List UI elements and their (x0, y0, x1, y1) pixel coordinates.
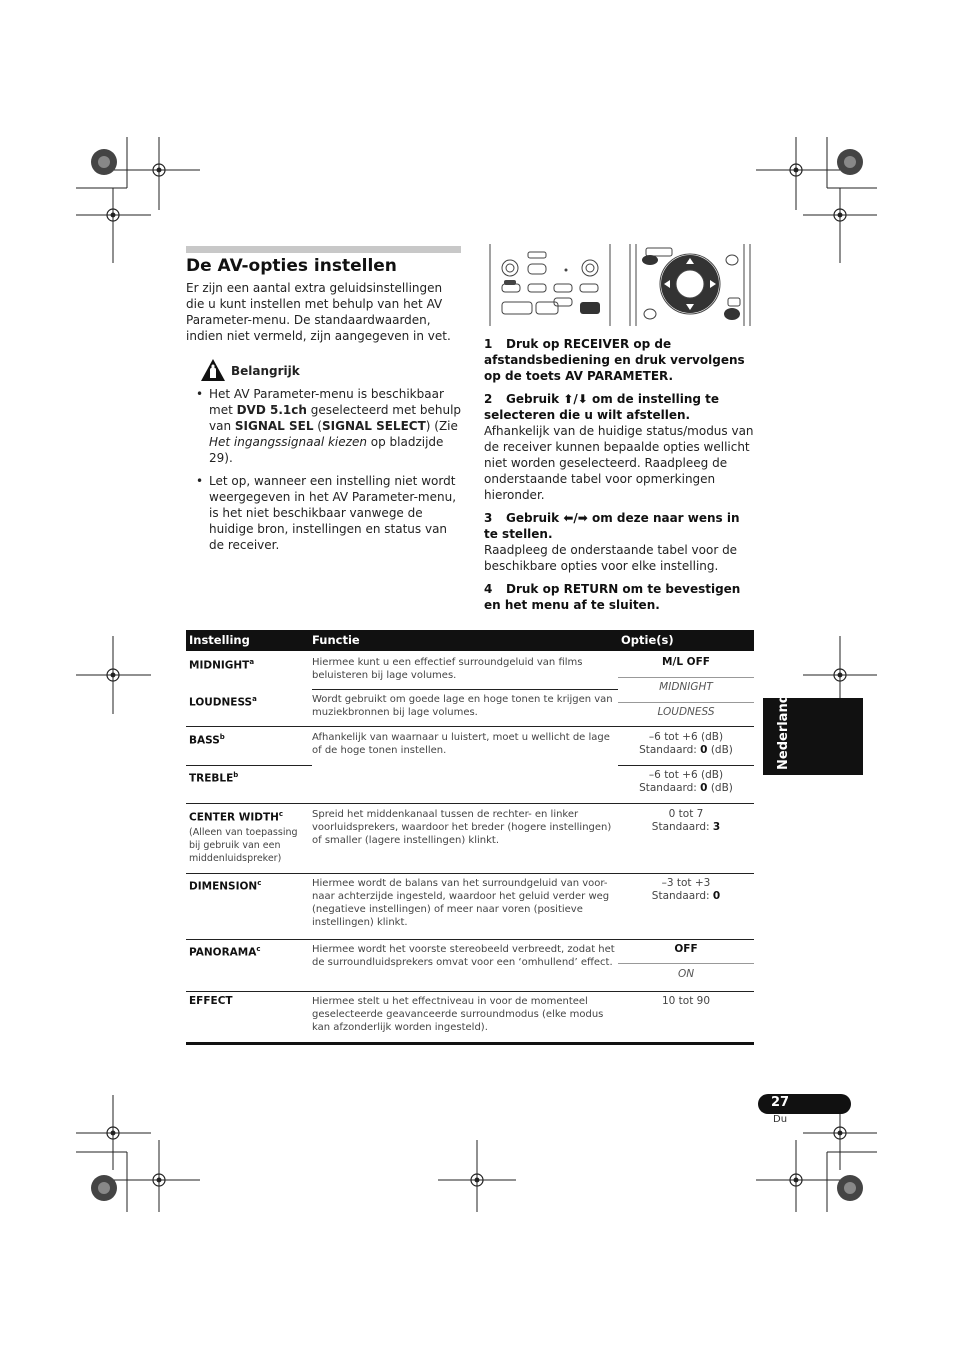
row-midnight-name: MIDNIGHT$^a$ (189, 658, 255, 672)
remote-receiver-illustration (488, 244, 612, 326)
title-bar (186, 246, 461, 253)
row-midnight-function: Hiermee kunt u een effectief surroundgeluid van films beluisteren bij lage volumes. (312, 657, 583, 681)
row-effect-function: Hiermee stelt u het effectniveau in voor de momenteel geselecteerde geavanceerde surroundmodus (elke modus kan afzonderlijk worden ingesteld). (312, 996, 604, 1033)
step-4: 4 Druk op RETURN om te bevestigen en het menu af te sluiten. (484, 582, 741, 612)
option-loudness: LOUDNESS (657, 706, 715, 718)
intro-paragraph: Er zijn een aantal extra geluidsinstellingen die u kunt instellen met behulp van het AV Parameter-menu. De standaardwaarden, indien niet vermeld, zijn aangegeven in vet. (186, 281, 451, 343)
left-right-arrow-icons: ⬅/➡ (563, 511, 588, 525)
table-header (186, 630, 754, 651)
row-treble-name: TREBLE$^b$ (189, 771, 239, 785)
page-language: Du (773, 1114, 788, 1125)
row-bass-function: Afhankelijk van waarnaar u luistert, moet u wellicht de lage of de hoge tonen instellen. (312, 732, 610, 756)
row-bass-name: BASS$^b$ (189, 733, 225, 747)
important-bullet-2: • Let op, wanneer een instelling niet wordt weergegeven in het AV Parameter-menu, is het niet beschikbaar vanwege de huidige bron, instellingen en status van de receiver. (196, 473, 464, 553)
page-number: 27 (771, 1095, 790, 1110)
important-label: Belangrijk (231, 364, 300, 378)
header-options: Optie(s) (621, 633, 674, 647)
option-ml-off: M/L OFF (662, 656, 710, 668)
step-2: 2 Gebruik ⬆/⬇ om de instelling te selecteren die u wilt afstellen. Afhankelijk van de huidige status/modus van de receiver kunnen bepaalde opties wellicht niet worden geselecteerd. Raadpleeg de onderstaande tabel voor opmerkingen hieronder. (484, 392, 754, 502)
row-effect-options: 10 tot 90 (661, 995, 711, 1007)
row-panorama-function: Hiermee wordt het voorste stereobeeld verbreedt, zodat het de surroundluidsprekers omvat voor een ‘omhullend’ effect. (312, 944, 615, 968)
important-bullets (196, 386, 464, 560)
language-tab-label: Nederlands (776, 686, 791, 770)
option-panorama-off: OFF (674, 943, 698, 955)
row-dimension-options: –3 tot +3 Standaard: 0 (651, 877, 721, 902)
header-setting: Instelling (189, 633, 250, 647)
header-function: Functie (312, 633, 360, 647)
step-3: 3 Gebruik ⬅/➡ om deze naar wens in te stellen. Raadpleeg de onderstaande tabel voor de beschikbare opties voor elke instelling. (484, 511, 740, 573)
row-panorama-name: PANORAMA$^c$ (189, 945, 261, 959)
table-bottom-rule (186, 1042, 754, 1045)
row-center-width-note: (Alleen van toepassing bij gebruik van een middenluidspreker) (189, 827, 298, 864)
row-bass-options: –6 tot +6 (dB) Standaard: 0 (dB) (639, 731, 733, 756)
remote-navigation-illustration (628, 244, 754, 326)
row-center-width-options: 0 tot 7 Standaard: 3 (651, 808, 721, 833)
option-midnight: MIDNIGHT (659, 681, 713, 693)
row-dimension-function: Hiermee wordt de balans van het surroundgeluid van voor-naar achterzijde ingesteld, waardoor het geluid verder weg (negatieve instellingen) of meer naar voren (positieve instellingen) klinkt. (312, 878, 610, 928)
row-treble-options: –6 tot +6 (dB) Standaard: 0 (dB) (639, 769, 733, 794)
important-bullet-1: • Het AV Parameter-menu is beschikbaar met DVD 5.1ch geselecteerd met behulp van SIGNAL SEL (SIGNAL SELECT) (Zie Het ingangssignaal kiezen op bladzijde 29). (196, 386, 464, 466)
warning-hand-icon (200, 358, 226, 382)
step-list (484, 336, 756, 620)
option-panorama-on: ON (677, 968, 695, 980)
row-loudness-name: LOUDNESS$^a$ (189, 695, 257, 709)
up-down-arrow-icons: ⬆/⬇ (563, 392, 588, 406)
row-loudness-function: Wordt gebruikt om goede lage en hoge tonen te krijgen van muziekbronnen bij lage volumes. (312, 694, 613, 718)
row-center-width-function: Spreid het middenkanaal tussen de rechter- en linker voorluidsprekers, waardoor het breder (hogere instellingen) of smaller (lagere instellingen) klinkt. (312, 809, 612, 846)
row-dimension-name: DIMENSION$^c$ (189, 879, 262, 893)
section-title: De AV-opties instellen (186, 256, 397, 276)
row-effect-name: EFFECT (189, 995, 233, 1007)
step-1: 1 Druk op RECEIVER op de afstandsbediening en druk vervolgens op de toets AV PARAMETER. (484, 337, 745, 383)
row-center-width-name: CENTER WIDTH$^c$ (189, 810, 284, 824)
